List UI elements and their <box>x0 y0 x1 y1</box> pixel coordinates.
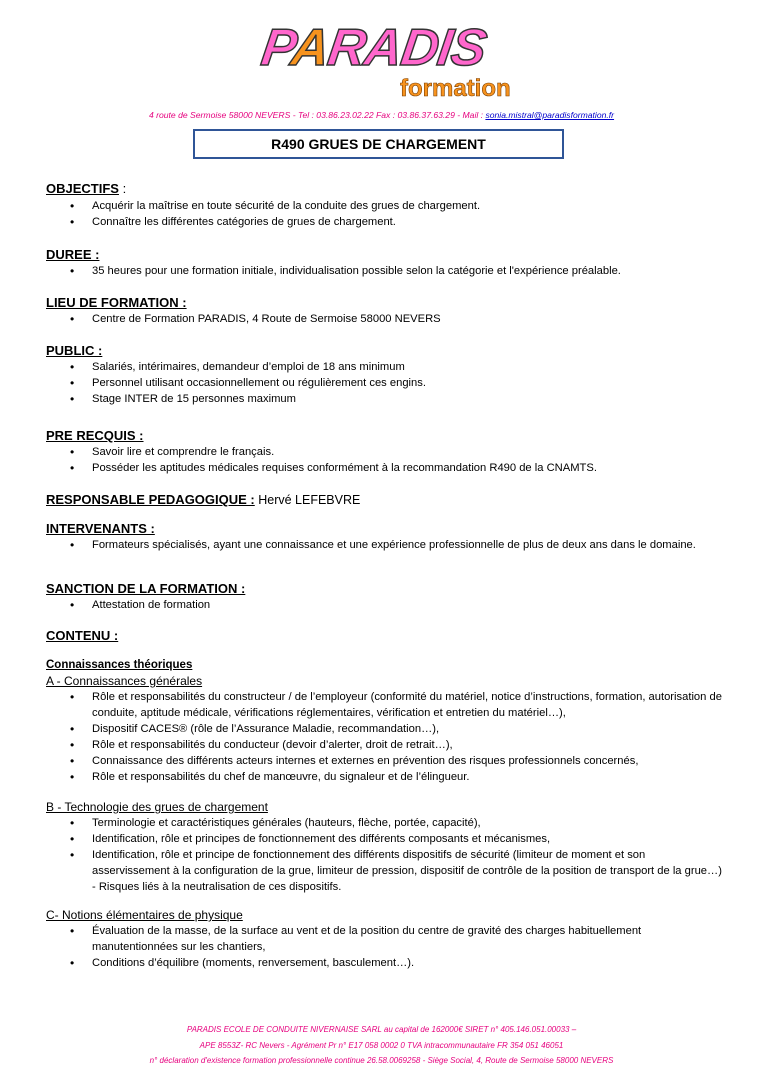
list-item: • Rôle et responsabilités du conducteur (devoir d’alerter, droit de retrait…), <box>46 737 726 753</box>
section-heading-prerequis: PRE RECQUIS : <box>46 428 144 443</box>
list-item: • Posséder les aptitudes médicales requises conformément à la recommandation R490 de la CNAMTS. <box>46 460 726 476</box>
section-contenu <box>46 628 726 971</box>
section-intervenants <box>46 521 726 573</box>
document-body <box>46 180 726 971</box>
list-item: • Identification, rôle et principe de fonctionnement des différents dispositifs de sécurité (limiteur de moment et son asservissement à la configuration de la grue, limiteur de pression, dispositif de contrôle de la position de transport de la grue…) - Risques liés à la neutralisation de ces dispositifs. <box>46 847 726 895</box>
section-heading-objectifs: OBJECTIFS <box>46 181 119 196</box>
paradis-logo <box>257 18 542 106</box>
document-title-box <box>193 129 564 159</box>
section-heading-intervenants: INTERVENANTS : <box>46 521 155 536</box>
part-c-list <box>46 923 726 971</box>
section-heading-duree: DUREE : <box>46 247 100 262</box>
list-item: • 35 heures pour une formation initiale, individualisation possible selon la catégorie et l'expérience préalable. <box>46 263 726 279</box>
list-item: • Rôle et responsabilités du constructeur / de l’employeur (conformité du matériel, notice d’instructions, formation, autorisation de conduite, aptitude médicale, vérifications réglementaires, vérification et entretien du matériel…), <box>46 689 726 721</box>
list-item: • Identification, rôle et principes de fonctionnement des différents composants et mécanismes, <box>46 831 726 847</box>
part-b-list <box>46 815 726 895</box>
list-item: • Formateurs spécialisés, ayant une connaissance et une expérience professionnelle de plus de deux ans dans le domaine. <box>46 537 726 553</box>
list-item: • Terminologie et caractéristiques générales (hauteurs, flèche, portée, capacité), <box>46 815 726 831</box>
section-heading-sanction: SANCTION DE LA FORMATION : <box>46 581 246 596</box>
list-item: • Stage INTER de 15 personnes maximum <box>46 391 726 407</box>
section-prerequis <box>46 428 726 480</box>
list-item: • Rôle et responsabilités du chef de manœuvre, du signaleur et de l’élingueur. <box>46 769 726 785</box>
part-b-title: B - Technologie des grues de chargement <box>46 800 268 814</box>
contenu-subheading: Connaissances théoriques <box>46 659 193 671</box>
duree-list <box>46 263 726 279</box>
list-item: • Attestation de formation <box>46 597 726 613</box>
section-heading-contenu: CONTENU : <box>46 628 119 643</box>
footer-line-3: n° déclaration d'existence formation professionnelle continue 26.58.0069258 - Siège Social, 4, Route de Sermoise 58000 NEVERS <box>149 1056 614 1065</box>
list-item: • Dispositif CACES® (rôle de l’Assurance Maladie, recommandation…), <box>46 721 726 737</box>
list-item: • Connaître les différentes catégories de grues de chargement. <box>46 214 726 230</box>
list-item: • Conditions d’équilibre (moments, renversement, basculement…). <box>46 955 726 971</box>
section-heading-responsable: RESPONSABLE PEDAGOGIQUE : <box>46 492 255 507</box>
sanction-list <box>46 597 726 613</box>
section-objectifs <box>46 180 726 233</box>
part-a-title: A - Connaissances générales <box>46 674 203 688</box>
part-a-list <box>46 689 726 785</box>
objectifs-list <box>46 198 726 230</box>
section-duree <box>46 247 726 283</box>
header-contact-line <box>0 110 763 120</box>
section-heading-public: PUBLIC : <box>46 343 103 358</box>
header-address: 4 route de Sermoise 58000 NEVERS - Tel : 03.86.23.02.22 Fax : 03.86.37.63.29 - Mail : <box>148 110 486 120</box>
list-item: • Connaissance des différents acteurs internes et externes en prévention des risques professionnels concernés, <box>46 753 726 769</box>
part-c-title: C- Notions élémentaires de physique <box>46 908 243 922</box>
intervenants-list <box>46 537 726 553</box>
header-email-link[interactable]: sonia.mistral@paradisformation.fr <box>485 110 615 120</box>
prerequis-list <box>46 444 726 476</box>
list-item: • Savoir lire et comprendre le français. <box>46 444 726 460</box>
section-public <box>46 343 726 411</box>
lieu-list <box>46 311 726 327</box>
section-heading-suffix: : <box>118 181 127 196</box>
footer-line-1: PARADIS ECOLE DE CONDUITE NIVERNAISE SARL au capital de 162000€ SIRET n° 405.146.051.00033 – <box>186 1025 577 1034</box>
document-title: R490 GRUES DE CHARGEMENT <box>271 136 486 152</box>
list-item: • Acquérir la maîtrise en toute sécurité de la conduite des grues de chargement. <box>46 198 726 214</box>
footer-line-2: APE 8553Z- RC Nevers - Agrément Pr n° E17 058 0002 0 TVA intracommunautaire FR 354 051 46051 <box>199 1041 564 1050</box>
section-sanction <box>46 581 726 617</box>
section-heading-lieu: LIEU DE FORMATION : <box>46 295 187 310</box>
list-item: • Centre de Formation PARADIS, 4 Route de Sermoise 58000 NEVERS <box>46 311 726 327</box>
list-item: • Évaluation de la masse, de la surface au vent et de la position du centre de gravité des charges habituellement manutentionnées sur les chantiers, <box>46 923 726 955</box>
responsable-name: Hervé LEFEBVRE <box>254 493 361 507</box>
list-item: • Salariés, intérimaires, demandeur d’emploi de 18 ans minimum <box>46 359 726 375</box>
public-list <box>46 359 726 407</box>
list-item: • Personnel utilisant occasionnellement ou régulièrement ces engins. <box>46 375 726 391</box>
logo-wordmark: PARADIS <box>257 19 490 77</box>
section-responsable <box>46 491 726 511</box>
section-lieu <box>46 295 726 331</box>
logo-subtitle: formation <box>400 75 511 102</box>
